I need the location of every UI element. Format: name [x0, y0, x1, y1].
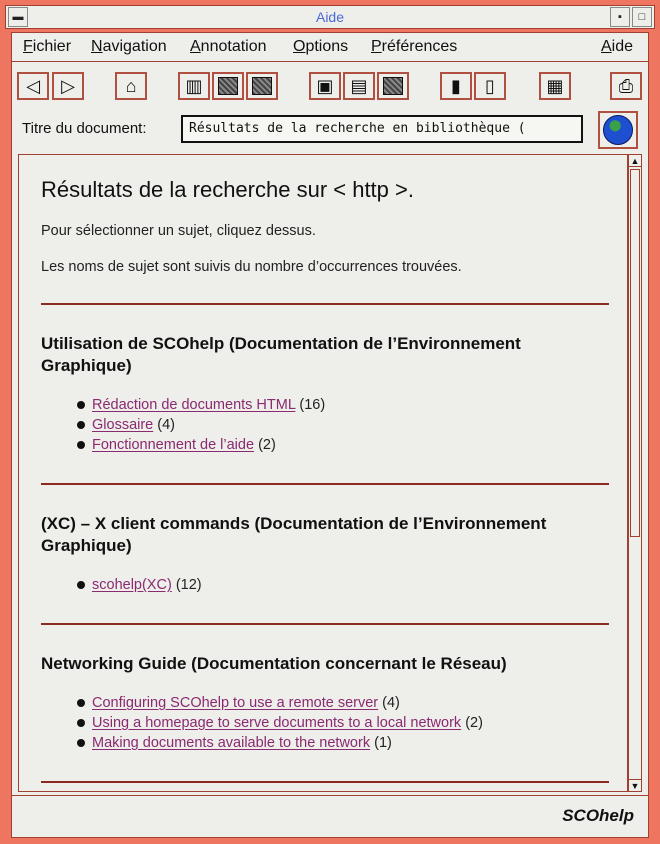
forward-button[interactable] [52, 72, 84, 100]
book-open-icon: ▯ [485, 76, 495, 96]
book-add-icon: ▮ [451, 76, 461, 96]
back-button[interactable] [17, 72, 49, 100]
client-area [11, 32, 649, 838]
document-icon: ▦ [546, 76, 564, 96]
arrow-down-icon: ▼ [630, 781, 640, 791]
library-icon: ▥ [185, 76, 203, 96]
topic-count: (4) [382, 695, 400, 711]
window-menu-icon: ▬ [12, 11, 24, 23]
section-title: Utilisation de SCOhelp (Documentation de l’Environnement Graphique) [41, 334, 521, 375]
bookmark-go-button[interactable] [343, 72, 375, 100]
topic-count: (1) [374, 735, 392, 751]
bookmark-delete-icon [383, 77, 403, 95]
globe-icon [603, 115, 633, 145]
list-item [77, 415, 609, 435]
window-title: Aide [315, 9, 345, 25]
scroll-up-button[interactable] [629, 155, 641, 167]
menu-aide[interactable]: Aide [601, 38, 634, 55]
list-item [77, 395, 609, 415]
page-icon [218, 77, 238, 95]
topic-list [77, 693, 609, 753]
menu-annotation[interactable]: Annotation [190, 38, 267, 55]
bookmark-add-button[interactable] [309, 72, 341, 100]
topic-link[interactable]: Making documents available to the network [92, 735, 371, 751]
toolbar [12, 62, 648, 106]
menu-preferences[interactable]: Préférences [371, 38, 458, 55]
forward-icon: ▷ [61, 76, 75, 96]
status-bar [12, 795, 648, 837]
topic-list [77, 575, 609, 595]
title-bar[interactable] [5, 5, 655, 29]
scroll-down-button[interactable] [629, 779, 641, 791]
topic-count: (4) [157, 417, 176, 433]
home-icon: ⌂ [125, 76, 137, 96]
book-add-button[interactable] [440, 72, 472, 100]
list-item [77, 693, 609, 713]
book-open-button[interactable] [474, 72, 506, 100]
menu-options[interactable]: Options [293, 38, 349, 55]
list-item [77, 435, 609, 455]
topic-count: (2) [465, 715, 483, 731]
menu-fichier[interactable]: Fichier [23, 38, 72, 55]
section-title: (XC) – X client commands (Documentation de l’Environnement Graphique) [41, 514, 547, 555]
minimize-button[interactable] [610, 7, 630, 27]
print-button[interactable] [610, 72, 642, 100]
list-item [77, 733, 609, 753]
print-icon: ⎙ [618, 76, 634, 96]
topic-link[interactable]: Rédaction de documents HTML [92, 397, 296, 413]
library-button[interactable] [178, 72, 210, 100]
divider [41, 781, 609, 783]
document-title-row [12, 111, 648, 155]
page-alt-button[interactable] [246, 72, 278, 100]
divider [41, 303, 609, 305]
topic-link[interactable]: Using a homepage to serve documents to a local network [92, 715, 462, 731]
maximize-icon: □ [638, 11, 646, 23]
bookmark-go-icon: ▤ [350, 76, 368, 96]
topic-count: (2) [258, 437, 276, 453]
content-pane[interactable] [18, 154, 628, 792]
arrow-up-icon: ▲ [630, 156, 640, 166]
topic-count: (16) [299, 397, 326, 413]
topic-link[interactable]: Fonctionnement de l’aide [92, 437, 255, 453]
topic-list [77, 395, 609, 455]
home-button[interactable] [115, 72, 147, 100]
divider [41, 483, 609, 485]
topic-link[interactable]: scohelp(XC) [92, 577, 172, 593]
note-text: Les noms de sujet sont suivis du nombre d’occurrences trouvées. [41, 259, 462, 275]
page-heading: Résultats de la recherche sur < http >. [41, 177, 414, 202]
page-alt-icon [252, 77, 272, 95]
document-title-field[interactable]: Résultats de la recherche en bibliothèque ( [181, 115, 583, 143]
content-body [41, 177, 609, 792]
brand-label: SCOhelp [562, 806, 634, 825]
menu-bar [12, 33, 648, 62]
bookmark-add-icon: ▣ [316, 76, 334, 96]
back-icon: ◁ [26, 76, 40, 96]
list-item [77, 575, 609, 595]
minimize-icon: ▪ [618, 11, 622, 23]
maximize-button[interactable] [632, 7, 652, 27]
topic-link[interactable]: Configuring SCOhelp to use a remote server [92, 695, 379, 711]
menu-navigation[interactable]: Navigation [91, 38, 167, 55]
bookmark-delete-button[interactable] [377, 72, 409, 100]
list-item [77, 713, 609, 733]
instruction-text: Pour sélectionner un sujet, cliquez dessus. [41, 223, 316, 239]
document-title-label: Titre du document: [22, 120, 147, 137]
topic-count: (12) [175, 577, 202, 593]
section-title: Networking Guide (Documentation concernant le Réseau) [41, 654, 507, 673]
divider [41, 623, 609, 625]
page-button[interactable] [212, 72, 244, 100]
topic-link[interactable]: Glossaire [92, 417, 154, 433]
globe-button[interactable] [598, 111, 638, 149]
document-button[interactable] [539, 72, 571, 100]
scroll-thumb[interactable] [630, 169, 640, 537]
vertical-scrollbar[interactable] [628, 154, 642, 792]
